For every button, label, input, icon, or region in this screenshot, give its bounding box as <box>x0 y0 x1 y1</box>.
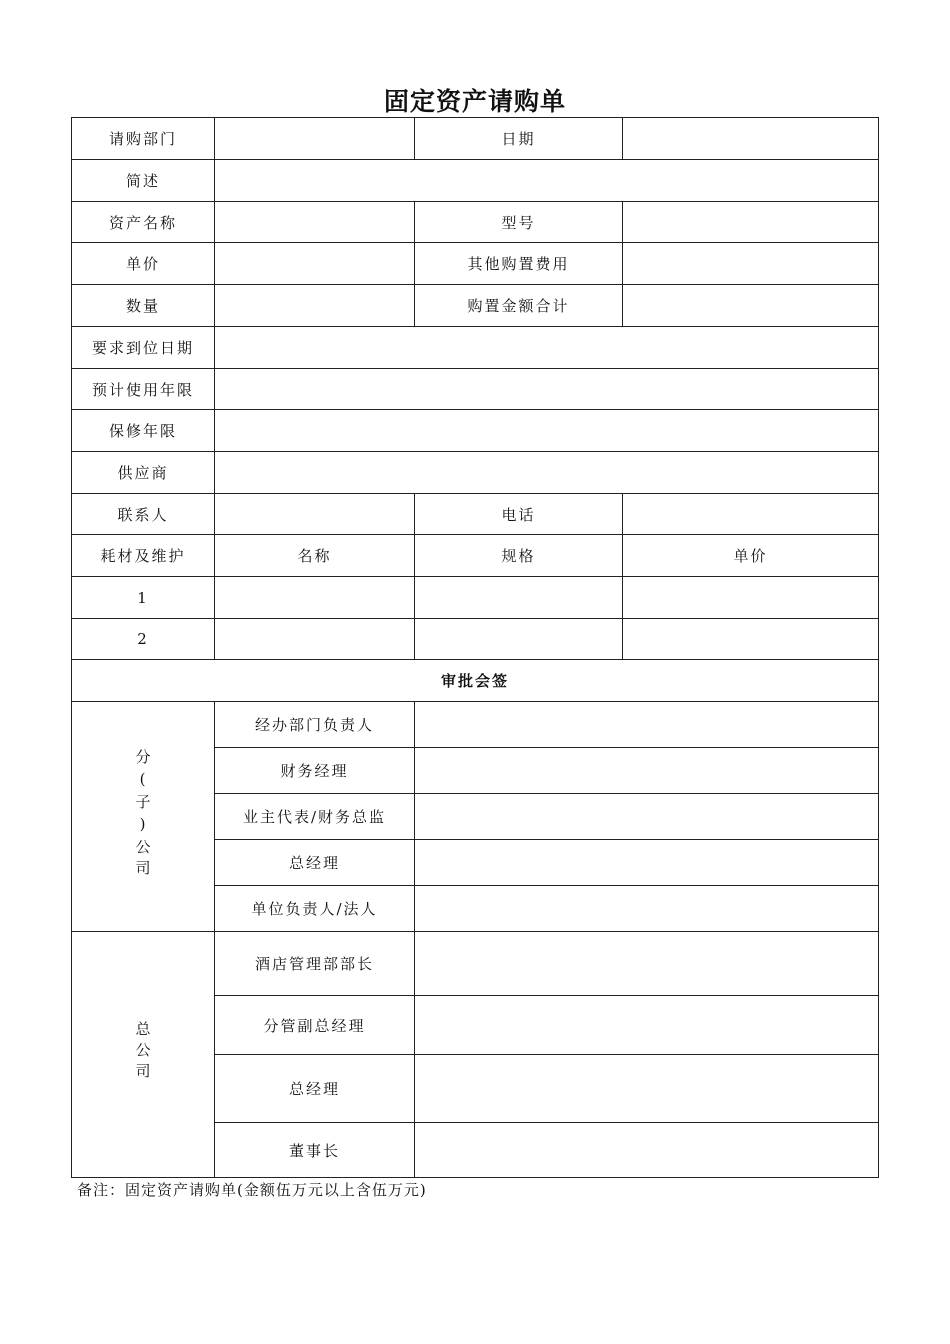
requisition-form-table <box>71 117 879 1178</box>
row-quantity-total <box>72 285 879 327</box>
row-consumables-header <box>72 535 879 577</box>
approval-signature-cell[interactable] <box>415 794 879 840</box>
consumables-row-index: 2 <box>72 619 215 660</box>
consumables-spec-cell[interactable] <box>415 619 623 660</box>
row-required-date <box>72 327 879 369</box>
approval-signature-cell[interactable] <box>415 886 879 932</box>
label-date: 日期 <box>415 118 623 160</box>
subsidiary-group-label <box>72 702 215 932</box>
consumables-price-cell[interactable] <box>623 619 879 660</box>
label-phone: 电话 <box>415 494 623 535</box>
supplier-value-cell[interactable] <box>215 452 879 494</box>
row-price-othercost <box>72 243 879 285</box>
approval-role: 酒店管理部部长 <box>215 932 415 996</box>
approval-signature-cell[interactable] <box>415 1055 879 1123</box>
consumables-spec-cell[interactable] <box>415 577 623 619</box>
label-consumables: 耗材及维护 <box>72 535 215 577</box>
row-expected-life <box>72 369 879 410</box>
footnote: 备注：固定资产请购单(金额伍万元以上含伍万元) <box>77 1181 427 1199</box>
contact-value-cell[interactable] <box>215 494 415 535</box>
model-value-cell[interactable] <box>623 202 879 243</box>
label-model: 型号 <box>415 202 623 243</box>
approval-row <box>72 702 879 748</box>
page-title: 固定资产请购单 <box>383 87 566 116</box>
approval-signature-cell[interactable] <box>415 1123 879 1178</box>
approval-signature-cell[interactable] <box>415 932 879 996</box>
row-warranty <box>72 410 879 452</box>
dept-value-cell[interactable] <box>215 118 415 160</box>
subsidiary-label-text: 分(子)公司 <box>133 748 152 881</box>
label-unit-price: 单价 <box>72 243 215 285</box>
label-warranty: 保修年限 <box>72 410 215 452</box>
expected-life-value-cell[interactable] <box>215 369 879 410</box>
table-row <box>72 619 879 660</box>
quantity-value-cell[interactable] <box>215 285 415 327</box>
row-summary <box>72 160 879 202</box>
unit-price-value-cell[interactable] <box>215 243 415 285</box>
required-date-value-cell[interactable] <box>215 327 879 369</box>
hq-group-label <box>72 932 215 1178</box>
total-value-cell[interactable] <box>623 285 879 327</box>
consumables-row-index: 1 <box>72 577 215 619</box>
approval-role: 财务经理 <box>215 748 415 794</box>
consumables-name-cell[interactable] <box>215 577 415 619</box>
approval-role: 总经理 <box>215 840 415 886</box>
approval-signature-cell[interactable] <box>415 748 879 794</box>
label-contact: 联系人 <box>72 494 215 535</box>
row-asset-model <box>72 202 879 243</box>
label-summary: 简述 <box>72 160 215 202</box>
asset-name-value-cell[interactable] <box>215 202 415 243</box>
row-contact-phone <box>72 494 879 535</box>
approval-row <box>72 932 879 996</box>
date-value-cell[interactable] <box>623 118 879 160</box>
approval-role: 单位负责人/法人 <box>215 886 415 932</box>
label-quantity: 数量 <box>72 285 215 327</box>
consumables-header-name: 名称 <box>215 535 415 577</box>
approval-section-title: 审批会签 <box>72 660 879 702</box>
row-approval-title <box>72 660 879 702</box>
label-dept: 请购部门 <box>72 118 215 160</box>
approval-signature-cell[interactable] <box>415 702 879 748</box>
warranty-value-cell[interactable] <box>215 410 879 452</box>
summary-value-cell[interactable] <box>215 160 879 202</box>
other-cost-value-cell[interactable] <box>623 243 879 285</box>
consumables-price-cell[interactable] <box>623 577 879 619</box>
label-supplier: 供应商 <box>72 452 215 494</box>
label-asset-name: 资产名称 <box>72 202 215 243</box>
label-required-date: 要求到位日期 <box>72 327 215 369</box>
approval-role: 业主代表/财务总监 <box>215 794 415 840</box>
approval-signature-cell[interactable] <box>415 840 879 886</box>
approval-role: 董事长 <box>215 1123 415 1178</box>
table-row <box>72 577 879 619</box>
approval-signature-cell[interactable] <box>415 996 879 1055</box>
hq-label-text: 总公司 <box>133 1021 152 1084</box>
approval-role: 总经理 <box>215 1055 415 1123</box>
consumables-name-cell[interactable] <box>215 619 415 660</box>
label-other-cost: 其他购置费用 <box>415 243 623 285</box>
label-expected-life: 预计使用年限 <box>72 369 215 410</box>
phone-value-cell[interactable] <box>623 494 879 535</box>
label-total: 购置金额合计 <box>415 285 623 327</box>
row-dept-date <box>72 118 879 160</box>
row-supplier <box>72 452 879 494</box>
consumables-header-spec: 规格 <box>415 535 623 577</box>
approval-role: 经办部门负责人 <box>215 702 415 748</box>
approval-role: 分管副总经理 <box>215 996 415 1055</box>
consumables-header-price: 单价 <box>623 535 879 577</box>
